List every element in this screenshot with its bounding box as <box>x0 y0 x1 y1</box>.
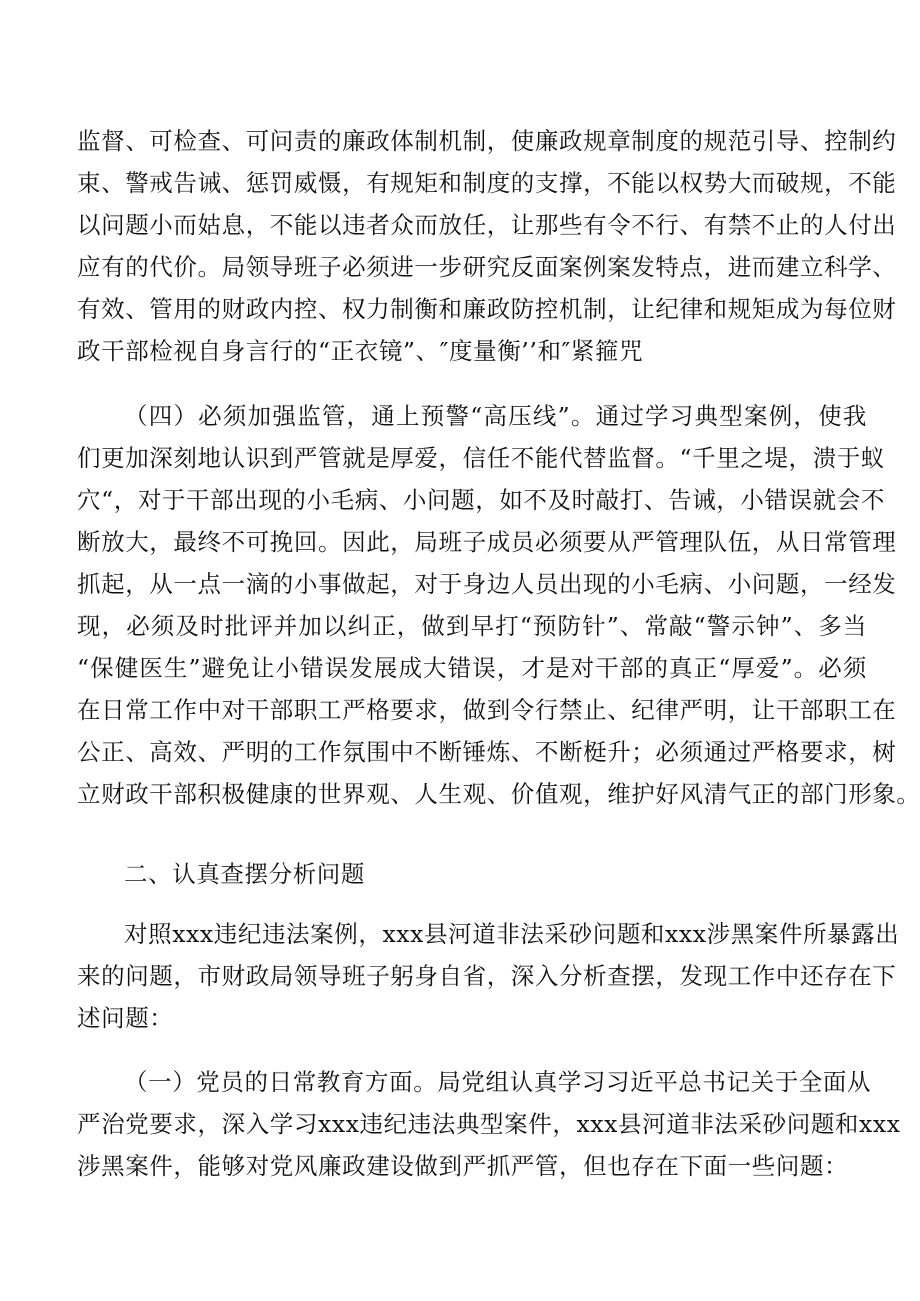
text-line: 监督、可检查、可问责的廉政体制机制，使廉政规章制度的规范引导、控制约 <box>77 127 897 155</box>
text-line: （四）必须加强监管，通上预警“高压线”。通过学习典型案例，使我 <box>124 402 867 430</box>
text-line: 们更加深刻地认识到严管就是厚爱，信任不能代替监督。“千里之堤，溃于蚁 <box>77 444 885 472</box>
text-line: 有效、管用的财政内控、权力制衡和廉政防控机制，让纪律和规矩成为每位财 <box>77 295 897 323</box>
text-line: 断放大，最终不可挽回。因此，局班子成员必须要从严管理队伍，从日常管理 <box>77 528 897 556</box>
text-line: 对照xxx违纪违法案例，xxx县河道非法采砂问题和xxx涉黑案件所暴露出 <box>124 920 900 948</box>
text-line: 政干部检视自身言行的“正衣镜”、″度量衡’’和″紧箍咒 <box>77 337 644 365</box>
paragraph-2 <box>77 395 920 815</box>
paragraph-3 <box>77 913 900 1039</box>
paragraph-4 <box>77 1061 901 1187</box>
text-line: 来的问题，市财政局领导班子躬身自省，深入分析查摆，发现工作中还存在下 <box>77 962 897 990</box>
text-line: 涉黑案件，能够对党风廉政建设做到严抓严管，但也存在下面一些问题： <box>77 1152 849 1180</box>
heading-text: 二、认真查摆分析问题 <box>124 860 365 888</box>
paragraph-1 <box>77 120 897 372</box>
text-line: 束、警戒告诫、惩罚威慑，有规矩和制度的支撑，不能以权势大而破规，不能 <box>77 169 897 197</box>
text-line: 穴“，对于干部出现的小毛病、小问题，如不及时敲打、告诫，小错误就会不 <box>77 486 885 514</box>
text-line: 以问题小而姑息，不能以违者众而放任，让那些有令不行、有禁不止的人付出 <box>77 211 897 239</box>
section-heading <box>77 853 867 895</box>
text-line: 现，必须及时批评并加以纠正，做到早打“预防针”、常敲“警示钟”、多当 <box>77 612 867 640</box>
text-line: 立财政干部积极健康的世界观、人生观、价值观，维护好风清气正的部门形象。 <box>77 780 920 808</box>
text-line: 述问题： <box>77 1004 174 1032</box>
text-line: 严治党要求，深入学习xxx违纪违法典型案件，xxx县河道非法采砂问题和xxx <box>77 1110 901 1138</box>
text-line: 公正、高效、严明的工作氛围中不断锤炼、不断梃升；必须通过严格要求，树 <box>77 738 897 766</box>
text-line: （一）党员的日常教育方面。局党组认真学习习近平总书记关于全面从 <box>124 1068 872 1096</box>
text-line: 应有的代价。局领导班子必须进一步研究反面案例案发特点，进而建立科学、 <box>77 253 897 281</box>
text-line: “保健医生”避免让小错误发展成大错误，才是对干部的真正“厚爱”。必须 <box>77 654 867 682</box>
text-line: 在日常工作中对干部职工严格要求，做到令行禁止、纪律严明，让干部职工在 <box>77 696 897 724</box>
text-line: 抓起，从一点一滴的小事做起，对于身边人员出现的小毛病、小问题，一经发 <box>77 570 897 598</box>
